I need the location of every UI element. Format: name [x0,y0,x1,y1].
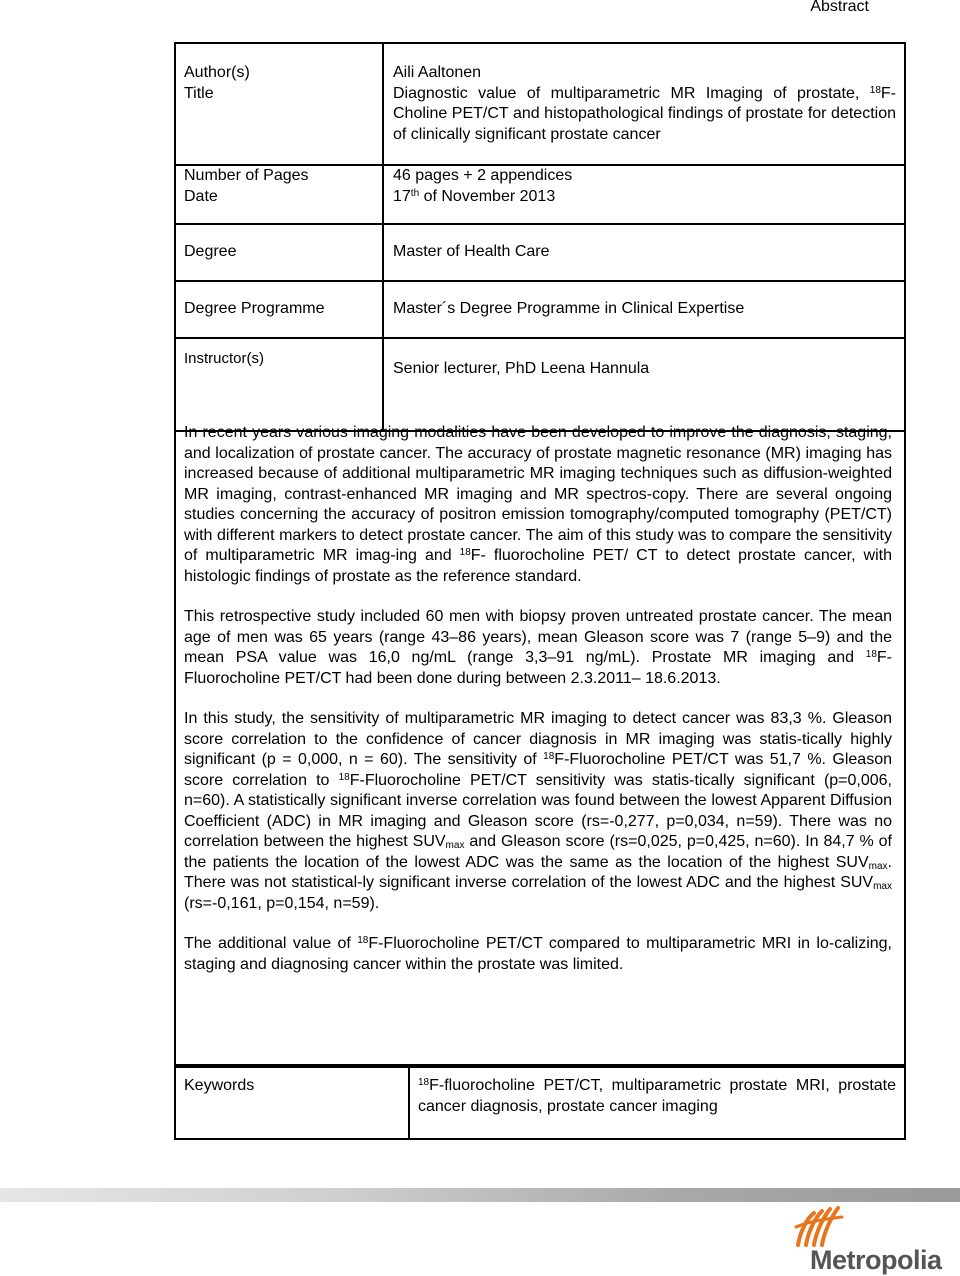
pages-value: 46 pages + 2 appendices [393,167,573,184]
keywords-value: $^{18}$F-fluorocholine PET/CT, multiparametric prostate MRI, prostate cancer diagnosis, prostate cancer imaging [409,1067,905,1139]
page-header-label: Abstract [810,0,869,15]
degree-label: Degree [175,224,383,281]
author-value: Aili Aaltonen [393,64,482,81]
abstract-paragraph-3: In this study, the sensitivity of multiparametric MR imaging to detect cancer was 83,3 %. Gleason score correlation to the confidence of cancer diagnosis in MR imaging was statis-tically highly significant (p = 0,000, n = 60). The sensitivity of $^{18}$F-Fluorocholine PET/CT was 51,7 %. Gleason score correlation to $^{18}$F-Fluorocholine PET/CT sensitivity was statis-tically significant (p=0,006, n=60). A statistically significant inverse correlation was found between the lowest Apparent Diffusion Coefficient (ADC) in MR imaging and Gleason score (rs=-0,277, p=0,034, n=59). There was no correlation between the highest $SUV_{max}$ and Gleason score (rs=0,025, p=0,425, n=60). In 84,7 % of the patients the location of the lowest ADC was the same as the location of the highest $SUV_{max}$. There was not statistical-ly significant inverse correlation of the lowest ADC and the highest $SUV_{max}$ (rs=-0,161, p=0,154, n=59). [184,710,893,912]
date-label: Date [184,187,218,205]
author-label: Author(s) [184,64,250,81]
abstract-paragraph-2: This retrospective study included 60 men with biopsy proven untreated prostate cancer. The mean age of men was 65 years (range 43–86 years), mean Gleason score was 7 (range 5–9) and the mean PSA value was 16,0 ng/mL (range 3,3–91 ng/mL). Prostate MR imaging and $^{18}$F-Fluorocholine PET/CT had been done during between 2.3.2011– 18.6.2013. [184,608,892,687]
pages-date-labels [175,165,383,224]
abstract-paragraph-1: In recent years various imaging modalities have been developed to improve the diagnosis, staging, and localization of prostate cancer. The accuracy of prostate magnetic resonance (MR) imaging has increased because of additional multiparametric MR imaging techniques such as diffusion-weighted MR imaging, contrast-enhanced MR imaging and MR spectros-copy. There are several ongoing studies concerning the accuracy of positron emission tomography/computed tomography (PET/CT) with different markers to detect prostate cancer. The aim of this study was to compare the sensitivity of multiparametric MR imag-ing and $^{18}$F- fluorocholine PET/ CT to detect prostate cancer, with histologic findings of prostate as the reference standard. [184,424,892,585]
metropolia-logo [788,1205,958,1275]
degree-value: Master of Health Care [383,224,905,281]
metropolia-logo-icon [788,1205,848,1249]
pages-label: Number of Pages [184,167,309,184]
date-value: 17th of November 2013 [393,187,556,205]
author-title-row [175,43,905,165]
author-title-labels [175,43,383,165]
abstract-box [174,414,906,1066]
pages-date-values [383,165,905,224]
programme-row [175,281,905,338]
metadata-table [174,42,906,432]
abstract-paragraph-4: The additional value of $^{18}$F-Fluorocholine PET/CT compared to multiparametric MRI in lo-calizing, staging and diagnosing cancer within the prostate was limited. [184,935,892,973]
keywords-table [174,1066,906,1140]
degree-row [175,224,905,281]
instructor-label: Instructor(s) [175,338,383,431]
pages-date-row [175,165,905,224]
keywords-label: Keywords [175,1067,409,1139]
title-value: Diagnostic value of multiparametric MR Imaging of prostate, $^{18}$F-Choline PET/CT and histopathological findings of prostate for detection of clinically significant prostate cancer [393,84,896,143]
author-title-values [383,43,905,165]
metropolia-logo-text: Metropolia [810,1245,942,1275]
footer-gradient-bar [0,1188,960,1202]
programme-label: Degree Programme [175,281,383,338]
instructor-value: Senior lecturer, PhD Leena Hannula [383,338,905,431]
title-label: Title [184,84,214,102]
programme-value: Master´s Degree Programme in Clinical Expertise [383,281,905,338]
